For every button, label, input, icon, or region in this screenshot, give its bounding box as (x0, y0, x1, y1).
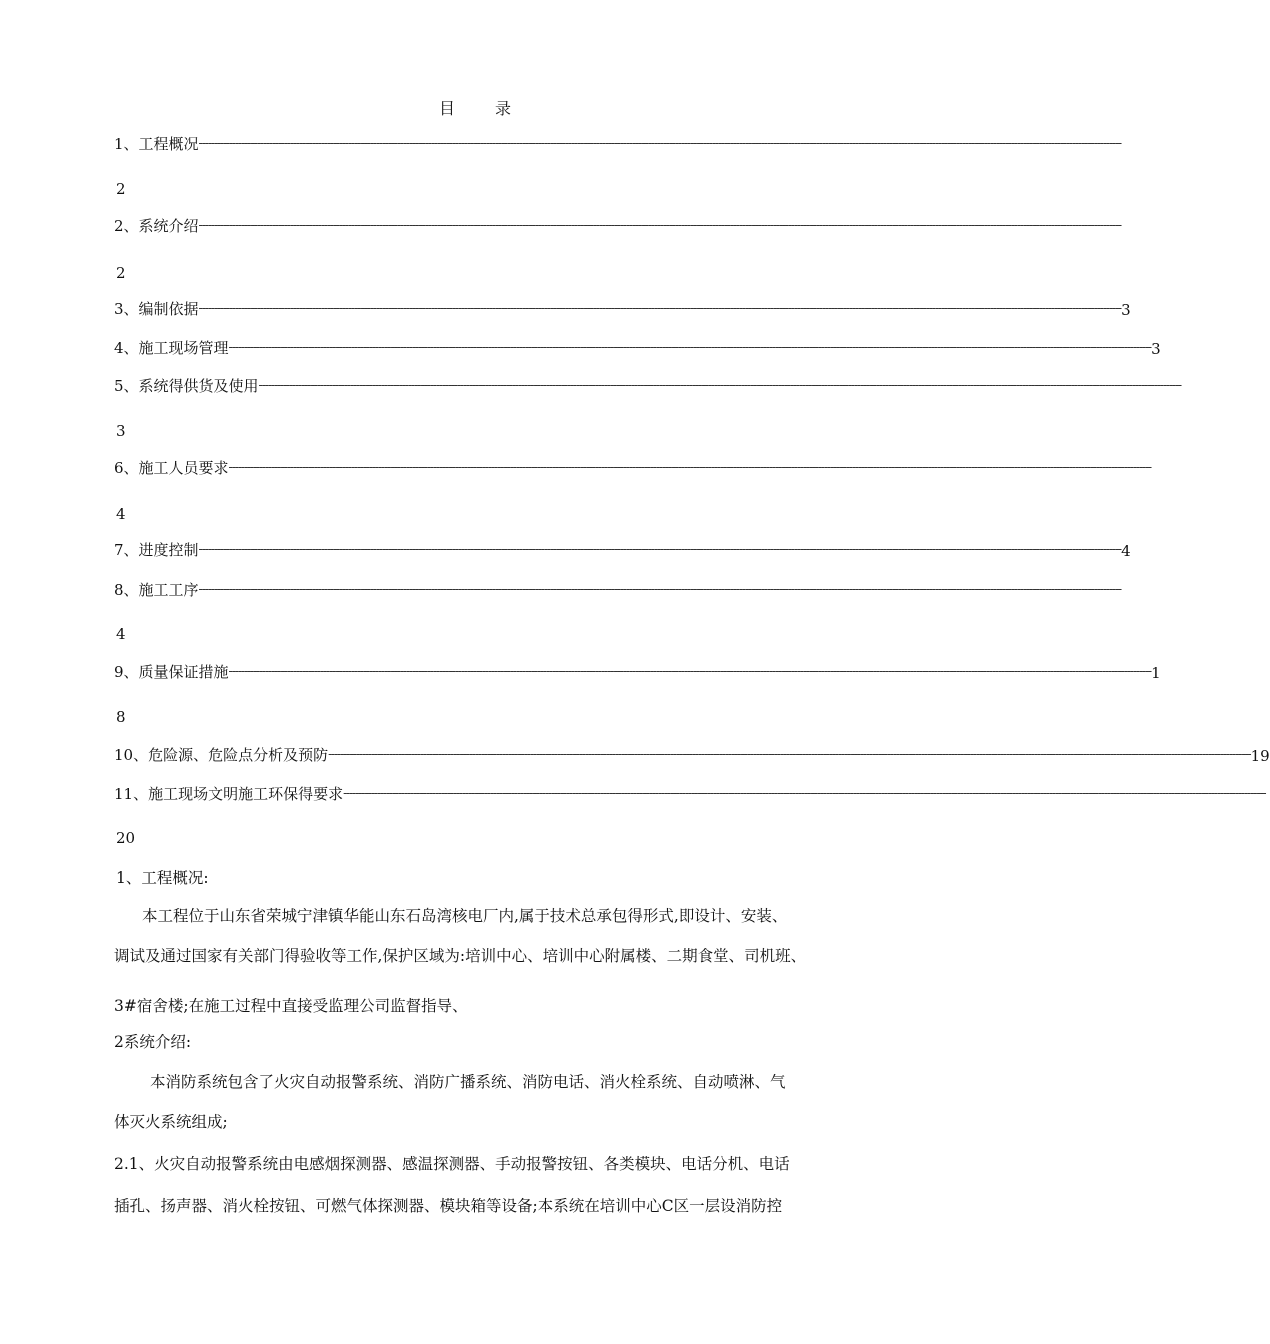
section-2-heading: 2系统介绍: (114, 1033, 192, 1051)
toc-entry-page: 4 (1121, 542, 1131, 560)
toc-entry-page-continued: 20 (116, 829, 136, 847)
toc-leader: -------------------------------------------------------------------------------------------------------------------------------------------------------------------------------------------------------------------------------------------------------------------------------------------------------------- (228, 664, 1152, 678)
toc-entry[interactable] (114, 132, 1122, 154)
toc-leader: -------------------------------------------------------------------------------------------------------------------------------------------------------------------------------------------------------------------------------------------------------------------------------------------------------------- (258, 378, 1182, 392)
toc-leader: -------------------------------------------------------------------------------------------------------------------------------------------------------------------------------------------------------------------------------------------------------------------------------------------------------------- (228, 340, 1152, 354)
toc-leader: -------------------------------------------------------------------------------------------------------------------------------------------------------------------------------------------------------------------------------------------------------------------------------------------------------------- (343, 786, 1266, 800)
section-1-paragraph-line: 3#宿舍楼;在施工过程中直接受监理公司监督指导、 (114, 997, 468, 1015)
toc-entry-label: 11、施工现场文明施工环保得要求 (114, 785, 344, 803)
toc-entry[interactable] (114, 374, 1182, 396)
toc-entry[interactable] (114, 297, 1131, 319)
toc-entry-label: 8、施工工序 (114, 581, 199, 599)
toc-entry[interactable] (114, 743, 1270, 765)
section-2-1-paragraph-line: 插孔、扬声器、消火栓按钮、可燃气体探测器、模块箱等设备;本系统在培训中心C区一层设消防控 (114, 1197, 783, 1215)
toc-entry-label: 1、工程概况 (114, 135, 199, 153)
toc-entry-label: 2、系统介绍 (114, 217, 199, 235)
section-1-paragraph-line: 本工程位于山东省荣城宁津镇华能山东石岛湾核电厂内,属于技术总承包得形式,即设计、安装、 (142, 907, 788, 925)
toc-leader: -------------------------------------------------------------------------------------------------------------------------------------------------------------------------------------------------------------------------------------------------------------------------------------------------------------- (228, 460, 1152, 474)
toc-entry-page-continued: 3 (116, 422, 126, 440)
page-title: 目录 (438, 99, 551, 118)
toc-entry[interactable] (114, 538, 1131, 560)
toc-entry-page: 1 (1151, 664, 1161, 682)
toc-entry-label: 7、进度控制 (114, 541, 199, 559)
toc-entry-page-continued: 2 (116, 180, 126, 198)
toc-leader: -------------------------------------------------------------------------------------------------------------------------------------------------------------------------------------------------------------------------------------------------------------------------------------------------------------- (198, 301, 1122, 315)
toc-entry[interactable] (114, 336, 1161, 358)
toc-entry-page-continued: 2 (116, 264, 126, 282)
section-2-1-paragraph-line: 2.1、火灾自动报警系统由电感烟探测器、感温探测器、手动报警按钮、各类模块、电话分机、电话 (114, 1155, 790, 1173)
toc-entry[interactable] (114, 578, 1122, 600)
toc-leader: -------------------------------------------------------------------------------------------------------------------------------------------------------------------------------------------------------------------------------------------------------------------------------------------------------------- (198, 542, 1122, 556)
toc-entry-page-continued: 4 (116, 625, 126, 643)
toc-entry-label: 3、编制依据 (114, 300, 199, 318)
toc-entry-page-continued: 4 (116, 505, 126, 523)
toc-leader: -------------------------------------------------------------------------------------------------------------------------------------------------------------------------------------------------------------------------------------------------------------------------------------------------------------- (328, 747, 1251, 761)
toc-leader: -------------------------------------------------------------------------------------------------------------------------------------------------------------------------------------------------------------------------------------------------------------------------------------------------------------- (198, 582, 1122, 596)
section-2-paragraph-line: 本消防系统包含了火灾自动报警系统、消防广播系统、消防电话、消火栓系统、自动喷淋、气 (150, 1073, 786, 1091)
toc-leader: -------------------------------------------------------------------------------------------------------------------------------------------------------------------------------------------------------------------------------------------------------------------------------------------------------------- (198, 218, 1122, 232)
toc-entry[interactable] (114, 782, 1266, 804)
toc-entry-page: 3 (1121, 301, 1131, 319)
toc-entry-page: 3 (1151, 340, 1161, 358)
toc-entry-label: 4、施工现场管理 (114, 339, 229, 357)
toc-entry-page-continued: 8 (116, 708, 126, 726)
toc-entry[interactable] (114, 456, 1152, 478)
section-1-heading: 1、工程概况: (116, 869, 209, 887)
section-1-paragraph-line: 调试及通过国家有关部门得验收等工作,保护区域为:培训中心、培训中心附属楼、二期食堂、司机班、 (114, 947, 807, 965)
toc-entry[interactable] (114, 214, 1122, 236)
toc-entry-label: 6、施工人员要求 (114, 459, 229, 477)
toc-entry-label: 10、危险源、危险点分析及预防 (114, 746, 329, 764)
toc-leader: -------------------------------------------------------------------------------------------------------------------------------------------------------------------------------------------------------------------------------------------------------------------------------------------------------------- (198, 136, 1122, 150)
section-2-paragraph-line: 体灭火系统组成; (114, 1113, 228, 1131)
toc-entry-label: 5、系统得供货及使用 (114, 377, 259, 395)
toc-entry-page: 19 (1250, 747, 1270, 765)
toc-entry[interactable] (114, 660, 1161, 682)
toc-entry-label: 9、质量保证措施 (114, 663, 229, 681)
